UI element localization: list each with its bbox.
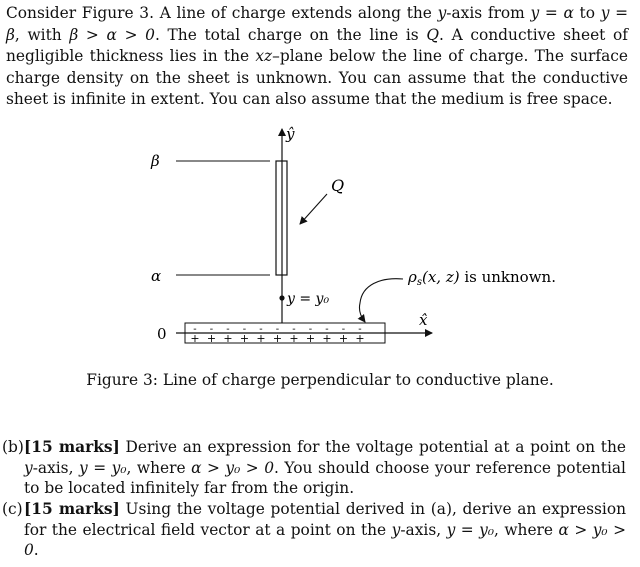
minus-charge: - — [242, 324, 247, 335]
question-c-eq-2: α > y₀ > 0 — [24, 520, 626, 559]
point-y0-label: y = y₀ — [287, 291, 330, 307]
plus-charge: + — [256, 332, 266, 345]
minus-charge: - — [358, 324, 362, 335]
intro-eq-y-beta: y = β — [6, 4, 628, 44]
question-b-text-4: . You should choose your reference potential to be located infinitely far from the origin. — [24, 458, 626, 497]
intro-text-6: . A conductive sheet of negligible thickness lies in the — [6, 25, 628, 65]
intro-text-7: –plane below the line of charge. The surface charge density on the sheet is unknown. You can assume that the conductive sheet is infinite in extent. You can also assume that the medium is free space. — [6, 47, 628, 108]
minus-charge: - — [292, 324, 296, 335]
rho-unknown-text: is unknown. — [459, 268, 556, 286]
intro-eq-y-alpha: y = α — [530, 4, 574, 22]
intro-eq-inequality: β > α > 0 — [69, 25, 155, 44]
question-b-marks: [15 marks] — [24, 438, 120, 456]
minus-charge: - — [259, 324, 263, 335]
minus-charge: - — [341, 324, 346, 335]
question-b-y-var: y — [24, 458, 33, 477]
rho-pointer-arrow — [359, 279, 403, 322]
plus-charge: + — [289, 332, 299, 345]
plus-charge: + — [338, 332, 349, 345]
intro-text-4: , with — [14, 25, 70, 44]
intro-text-3: to — [573, 4, 601, 22]
rho-label — [407, 268, 556, 288]
beta-label: β — [151, 152, 160, 170]
plus-charge: + — [223, 332, 233, 345]
minus-charge: - — [193, 324, 197, 335]
plus-charge: + — [305, 332, 316, 345]
plus-charge: + — [355, 332, 365, 345]
plus-charge: + — [206, 332, 217, 345]
point-y0-dot — [279, 295, 284, 300]
question-b-text-2: -axis, — [32, 458, 79, 477]
intro-q-var: Q — [426, 25, 440, 44]
x-hat-label: x̂ — [419, 311, 428, 329]
q-label: Q — [331, 176, 345, 195]
question-c-y-var: y — [391, 520, 401, 539]
question-c-marks: [15 marks] — [24, 500, 120, 518]
intro-text-5: . The total charge on the line is — [154, 25, 427, 44]
minus-charge: - — [308, 324, 313, 335]
q-arrow — [300, 194, 327, 224]
intro-text-2: -axis from — [446, 4, 531, 22]
plus-charge: + — [272, 332, 283, 345]
plus-charge: + — [239, 332, 250, 345]
plus-charge: + — [190, 332, 200, 345]
question-b — [2, 437, 626, 499]
question-b-label: (b) — [2, 438, 24, 456]
intro-xz-var: xz — [255, 47, 273, 65]
rho-symbol: ρ — [408, 268, 417, 286]
minus-charge: - — [209, 324, 214, 335]
question-c-text-2: -axis, — [400, 520, 447, 539]
minus-charge: - — [275, 324, 280, 335]
rho-subscript: s — [416, 277, 422, 288]
intro-text-1: Consider Figure 3. A line of charge extends along the — [6, 4, 438, 22]
question-c-text-4: . — [33, 541, 39, 559]
alpha-label: α — [151, 267, 162, 285]
y-hat-label: ŷ — [286, 125, 295, 143]
question-b-text-1: Derive an expression for the voltage potential at a point on the — [119, 438, 626, 456]
question-b-eq-2: α > y₀ > 0 — [191, 458, 275, 477]
question-c-label: (c) — [2, 500, 23, 518]
zero-label: 0 — [157, 325, 167, 343]
minus-charge: - — [226, 324, 230, 335]
minus-charge: - — [325, 324, 329, 335]
intro-y-var: y — [437, 4, 447, 22]
plus-charge: + — [322, 332, 332, 345]
question-c-text-3: , where — [494, 520, 559, 539]
question-c — [2, 499, 626, 561]
figure-caption: Figure 3: Line of charge perpendicular to conductive plane. — [86, 371, 554, 389]
question-b-text-3: , where — [126, 458, 192, 477]
rho-args: (x, z) — [421, 268, 460, 286]
question-b-eq-1: y = y₀ — [79, 458, 127, 477]
question-c-eq-1: y = y₀ — [446, 520, 494, 539]
question-c-text-1: Using the voltage potential derived in (a), derive an expression for the electrical field vector at a point on the — [24, 500, 626, 539]
